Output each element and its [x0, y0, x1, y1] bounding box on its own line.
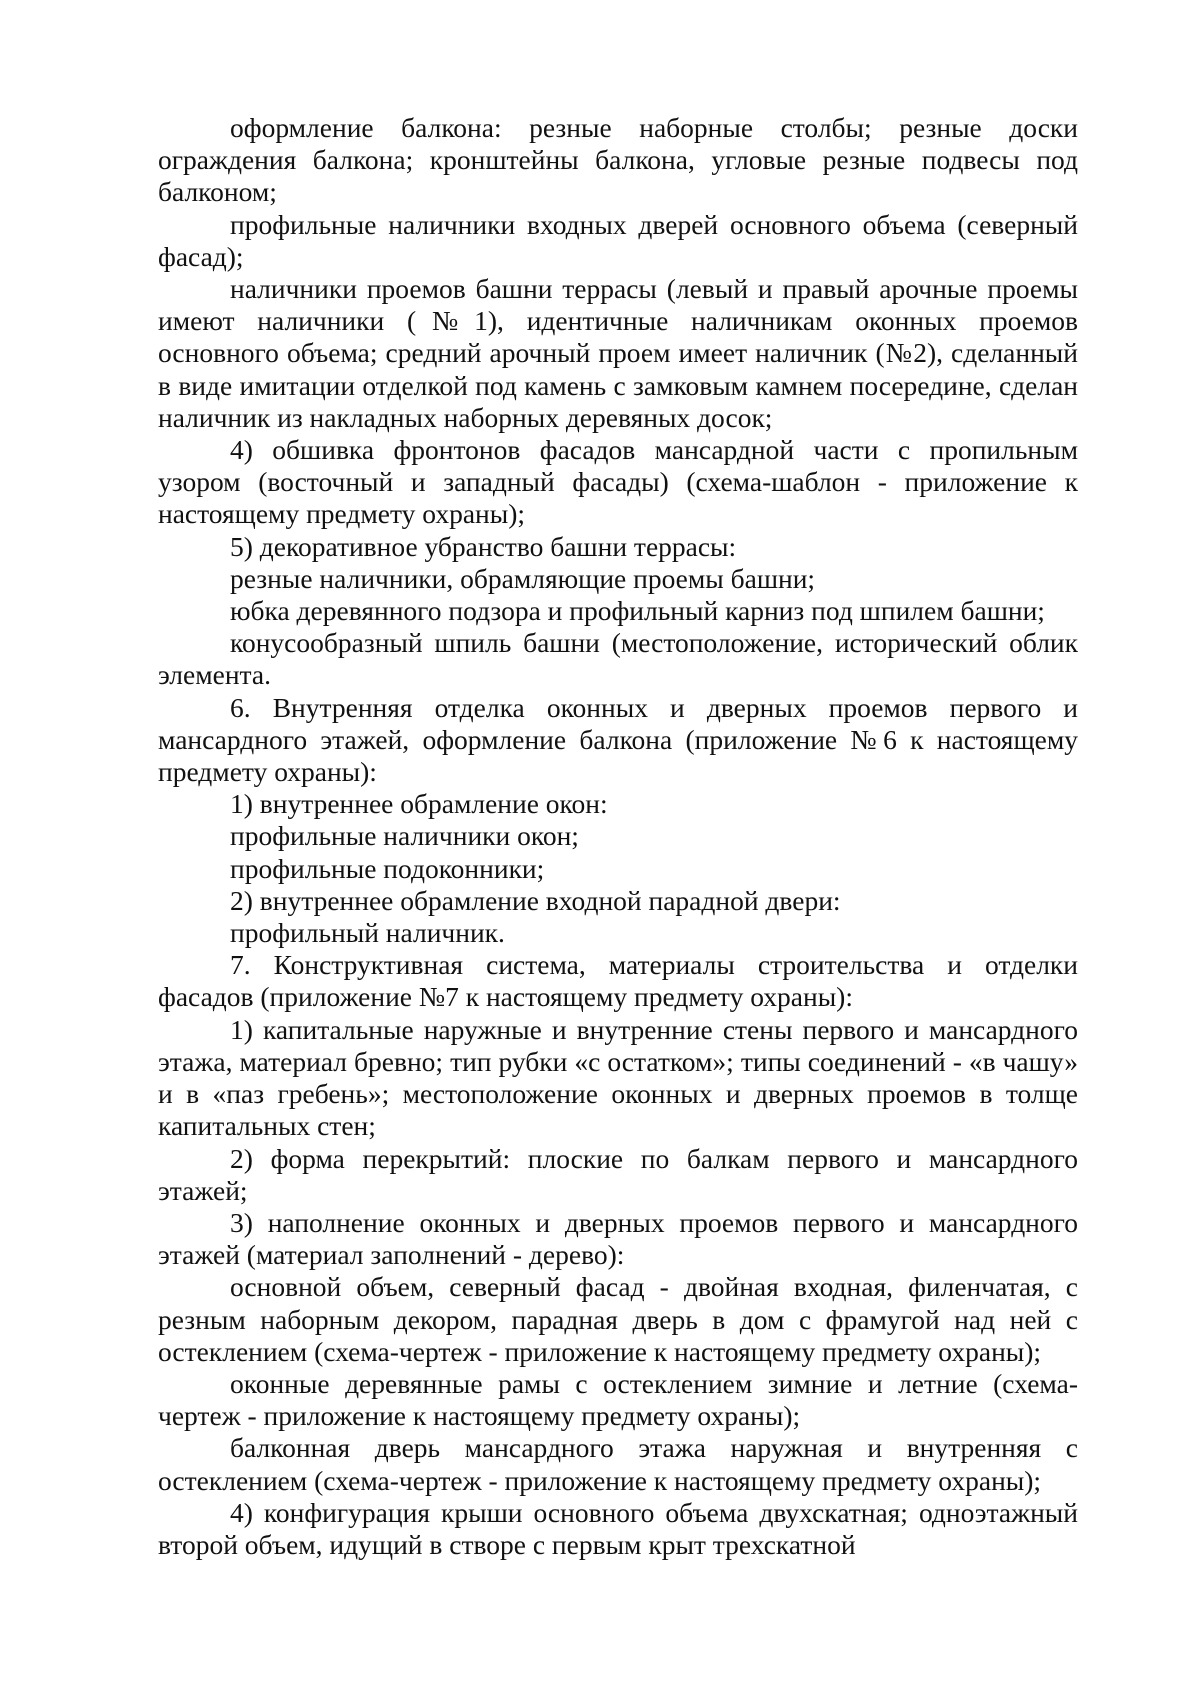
paragraph: конусообразный шпиль башни (местоположение, исторический облик элемента. [158, 627, 1078, 691]
paragraph: 2) форма перекрытий: плоские по балкам первого и мансардного этажей; [158, 1142, 1078, 1206]
paragraph: резные наличники, обрамляющие проемы башни; [230, 562, 816, 594]
document-page [158, 112, 1078, 1561]
paragraph: балконная дверь мансардного этажа наружная и внутренняя с остеклением (схема-чертеж - приложение к настоящему предмету охраны); [158, 1432, 1078, 1496]
paragraph: 4) обшивка фронтонов фасадов мансардной части с пропильным узором (восточный и западный фасады) (схема-шаблон - приложение к настоящему предмету охраны); [158, 434, 1078, 530]
paragraph: основной объем, северный фасад - двойная входная, филенчатая, с резным наборным декором, парадная дверь в дом с фрамугой над ней с остеклением (схема-чертеж - приложение к настоящему предмету охраны); [158, 1271, 1078, 1367]
paragraph: 4) конфигурация крыши основного объема двухскатная; одноэтажный второй объем, идущий в створе с первым крыт трехскатной [158, 1496, 1078, 1560]
paragraph: оформление балкона: резные наборные столбы; резные доски ограждения балкона; кронштейны балкона, угловые резные подвесы под балконом; [158, 112, 1078, 208]
paragraph: оконные деревянные рамы с остеклением зимние и летние (схема-чертеж - приложение к настоящему предмету охраны); [158, 1367, 1078, 1432]
paragraph: наличники проемов башни террасы (левый и правый арочные проемы имеют наличники (№1), идентичные наличникам оконных проемов основного объема; средний арочный проем имеет наличник (№2), сделанный в виде имитации отделкой под камень с замковым камнем посередине, сделан наличник из накладных наборных деревяных досок; [158, 273, 1078, 433]
paragraph: профильный наличник. [230, 917, 505, 949]
paragraph: юбка деревянного подзора и профильный карниз под шпилем башни; [230, 595, 1045, 627]
paragraph: 1) капитальные наружные и внутренние стены первого и мансардного этажа, материал бревно; тип рубки «с остатком»; типы соединений - «в чашу» и в «паз гребень»; местоположение оконных и дверных проемов в толще капитальных стен; [158, 1013, 1078, 1142]
paragraph: 1) внутреннее обрамление окон: [230, 788, 608, 820]
paragraph: профильные подоконники; [230, 852, 545, 884]
paragraph: 2) внутреннее обрамление входной парадной двери: [230, 884, 841, 916]
paragraph: 7. Конструктивная система, материалы строительства и отделки фасадов (приложение №7 к настоящему предмету охраны): [158, 949, 1078, 1013]
paragraph: профильные наличники входных дверей основного объема (северный фасад); [158, 208, 1078, 272]
paragraph: 5) декоративное убранство башни террасы: [230, 530, 737, 562]
paragraph: 6. Внутренняя отделка оконных и дверных проемов первого и мансардного этажей, оформление балкона (приложение №6 к настоящему предмету охраны): [158, 691, 1078, 788]
paragraph: профильные наличники окон; [230, 820, 579, 852]
paragraph: 3) наполнение оконных и дверных проемов первого и мансардного этажей (материал заполнений - дерево): [158, 1206, 1078, 1271]
